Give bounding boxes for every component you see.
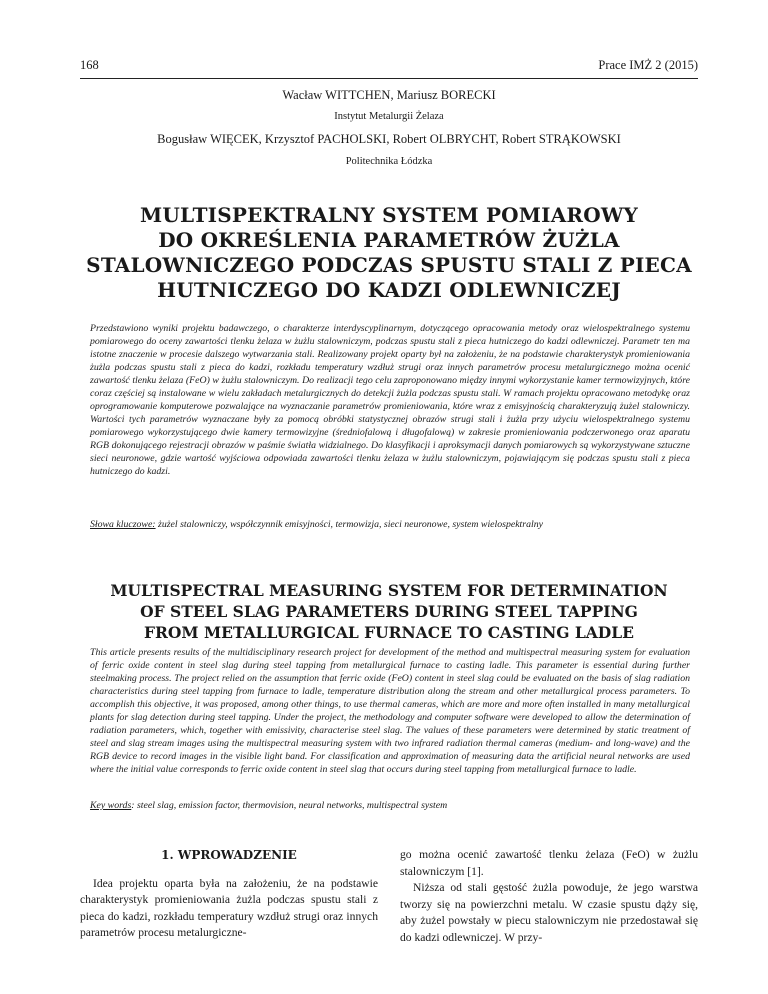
title-english bbox=[80, 580, 698, 643]
title-english-line: FROM METALLURGICAL FURNACE TO CASTING LADLE bbox=[144, 623, 634, 642]
title-polish-line: HUTNICZEGO DO KADZI ODLEWNICZEJ bbox=[157, 278, 621, 302]
paragraph: go można ocenić zawartość tlenku żelaza (FeO) w żużlu stalowniczym [1]. bbox=[400, 848, 698, 878]
title-english-line: OF STEEL SLAG PARAMETERS DURING STEEL TAPPING bbox=[140, 602, 638, 621]
title-polish-line: DO OKREŚLENIA PARAMETRÓW ŻUŻLA bbox=[158, 228, 620, 252]
header-rule bbox=[80, 78, 698, 79]
keywords-english bbox=[90, 799, 690, 812]
abstract-polish: Przedstawiono wyniki projektu badawczego, o charakterze interdyscyplinarnym, dotyczącego opracowania metody oraz wielospektralnego systemu pomiarowego do oceny zawartości tlenku żelaza w żużlu stalowniczym, podczas spustu stali z pieca hutniczego do kadzi odlewniczej. Parametr ten ma istotne znaczenie w procesie dalszego wytwarzania stali. Realizowany projekt oparty był na założeniu, że na podstawie charakterystyk promieniowania żużla podczas spustu stali z pieca do kadzi, rozkładu temperatury wzdłuż strugi oraz innych parametrów procesu metalurgicznego można ocenić zawartość tlenku żelaza (FeO) w żużlu stalowniczym. Do realizacji tego celu zaproponowano między innymi wykorzystanie kamer termowizyjnych, które coraz częściej są instalowane w wielu zakładach metalurgicznych do detekcji żużla podczas spustu stali. W ramach projektu opracowano metodykę oraz oprogramowanie komputerowe pozwalające na wyznaczanie parametrów promieniowania, które wraz z emisyjnością charakteryzują żużel stalowniczy. Wartości tych parametrów wyznaczane były za pomocą obróbki statystycznej obrazów strugi stali i żużla przy użyciu wielospektralnego systemu pomiarowego wykorzystującego dwie kamery termowizyjne (średniofalową i długofalową) w zakresie promieniowania podczerwonego oraz aparatu RGB dokonującego rejestracji obrazów w paśmie światła widzialnego. Do klasyfikacji i aproksymacji danych pomiarowych są wykorzystywane sztuczne sieci neuronowe, gdzie wartość wyjściowa odpowiada zawartości tlenku żelaza w żużlu stalowniczym, pojawiającym się podczas spustu stali z pieca hutniczego do kadzi. bbox=[90, 323, 690, 477]
journal-reference: Prace IMŻ 2 (2015) bbox=[598, 58, 698, 72]
page-number: 168 bbox=[80, 58, 99, 72]
abstract-english: This article presents results of the multidisciplinary research project for development of the method and multispectral measuring system for evaluation of ferric oxide content in steel slag during steel tapping from metallurgical furnace to casting ladle. This parameter is essential during further steelmaking process. The project relied on the assumption that ferric oxide (FeO) content in steel slag could be evaluated on the basis of slag radiation characteristics during steel tapping from furnace to ladle, temperature distribution along the stream and other metallurgical process parameters. To accomplish this objective, it was proposed, among other things, to use thermal cameras, which are more and more often installed in many metallurgical plants for slag detection during steel tapping. Under the project, the methodology and computer software were developed to allow the determination of radiation parameters, which, together with emissivity, characterise steel slag. The values of these parameters were determined by static treatment of steel and slag stream images using the multispectral measuring system with two infrared radiation thermal cameras (medium- and long-wave) and the RGB device to record images in the visible light band. For classification and approximation of measuring data the artificial neural networks are used where the initial value corresponds to ferric oxide content in steel slag that occurs during steel tapping from metallurgical furnace to ladle. bbox=[90, 647, 690, 775]
title-english-line: MULTISPECTRAL MEASURING SYSTEM FOR DETERMINATION bbox=[110, 581, 668, 600]
authors-first-group: Wacław WITTCHEN, Mariusz BORECKI bbox=[282, 88, 496, 102]
institution-first: Instytut Metalurgii Żelaza bbox=[334, 111, 444, 122]
column-right bbox=[400, 847, 698, 946]
title-polish bbox=[80, 203, 698, 303]
keywords-english-label: Key words bbox=[90, 800, 132, 811]
title-polish-line: STALOWNICZEGO PODCZAS SPUSTU STALI Z PIECA bbox=[86, 253, 692, 277]
paragraph: Idea projektu oparta była na założeniu, że na podstawie charakterystyk promieniowania żużla podczas spustu stali z pieca do kadzi, rozkładu temperatury wzdłuż strugi oraz innych parametrów procesu metalurgiczne- bbox=[80, 876, 378, 939]
keywords-polish-label: Słowa kluczowe: bbox=[90, 519, 156, 530]
keywords-english-text: : steel slag, emission factor, thermovision, neural networks, multispectral system bbox=[131, 800, 448, 811]
section-heading: 1. WPROWADZENIE bbox=[161, 848, 297, 862]
authors-second-group: Bogusław WIĘCEK, Krzysztof PACHOLSKI, Robert OLBRYCHT, Robert STRĄKOWSKI bbox=[157, 132, 621, 146]
institution-second: Politechnika Łódzka bbox=[345, 156, 433, 167]
paragraph: Niższa od stali gęstość żużla powoduje, że jego warstwa tworzy się na powierzchni metalu. W czasie spustu dąży się, aby żużel powstały w piecu stalowniczym nie przedostawał się do kadzi odlewniczej. W przy- bbox=[400, 881, 698, 944]
keywords-polish bbox=[90, 518, 690, 531]
column-left bbox=[80, 847, 378, 942]
keywords-polish-text: żużel stalowniczy, współczynnik emisyjności, termowizja, sieci neuronowe, system wielospektralny bbox=[155, 519, 543, 530]
title-polish-line: MULTISPEKTRALNY SYSTEM POMIAROWY bbox=[139, 203, 638, 227]
